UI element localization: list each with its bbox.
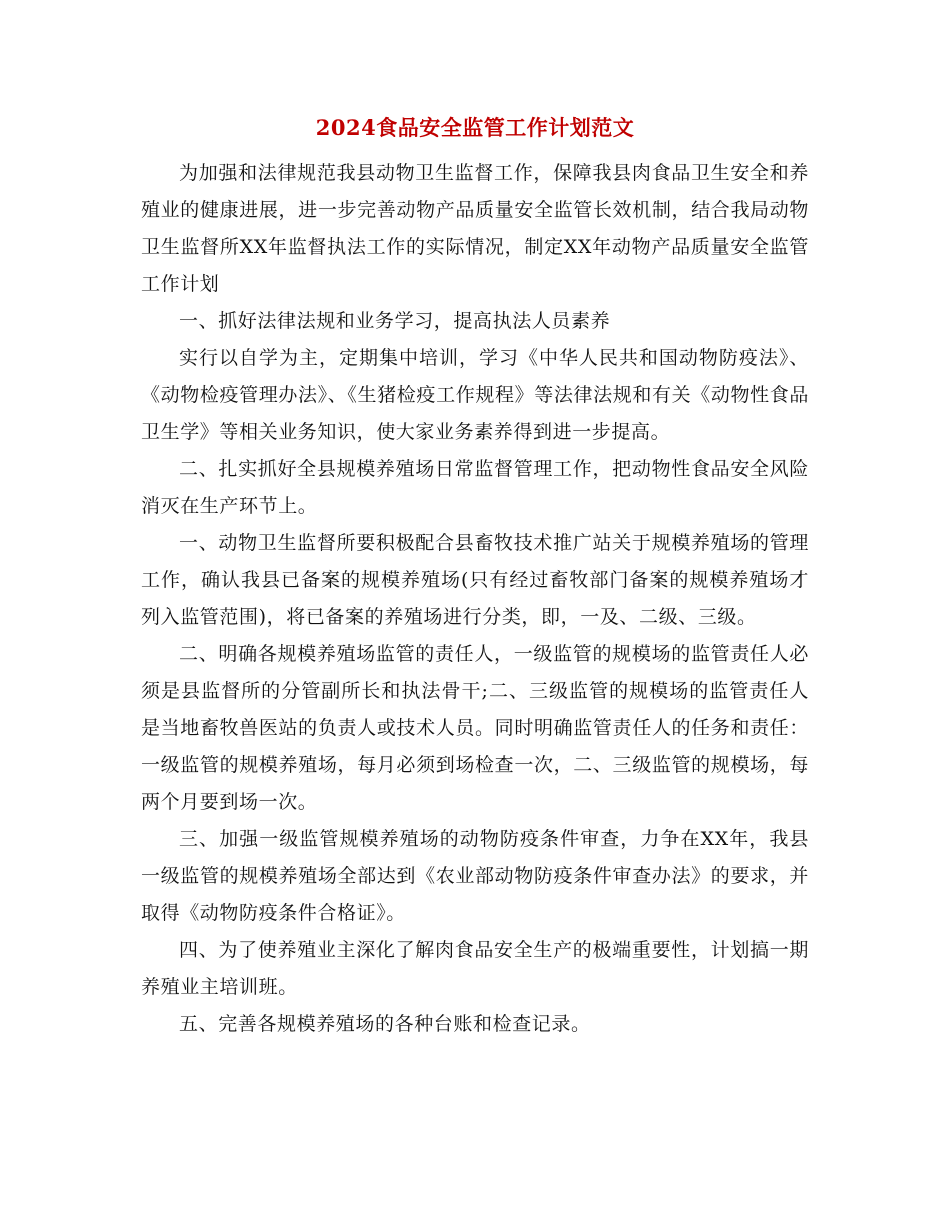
paragraph-item-5: 五、完善各规模养殖场的各种台账和检查记录。 [179,1013,591,1035]
document-body [141,155,809,1043]
paragraph-item-2: 二、明确各规模养殖场监管的责任人，一级监管的规模场的监管责任人必须是县监督所的分管副所长和执法骨干;二、三级监管的规模场的监管责任人是当地畜牧兽医站的负责人或技术人员。同时明确监管责任人的任务和责任：一级监管的规模养殖场，每月必须到场检查一次，二、三级监管的规模场，每两个月要到场一次。 [141,643,809,813]
document-title: 2024食品安全监管工作计划范文 [315,115,635,140]
paragraph-item-1: 一、动物卫生监督所要积极配合县畜牧技术推广站关于规模养殖场的管理工作，确认我县已备案的规模养殖场(只有经过畜牧部门备案的规模养殖场才列入监管范围)，将已备案的养殖场进行分类，即，一及、二级、三级。 [141,532,809,628]
paragraph-section-2-heading: 二、扎实抓好全县规模养殖场日常监督管理工作，把动物性食品安全风险消灭在生产环节上。 [141,458,809,517]
paragraph-section-1-heading: 一、抓好法律法规和业务学习，提高执法人员素养 [179,310,611,332]
paragraph-item-4: 四、为了使养殖业主深化了解肉食品安全生产的极端重要性，计划搞一期养殖业主培训班。 [141,939,809,998]
paragraph-study: 实行以自学为主，定期集中培训，学习《中华人民共和国动物防疫法》、《动物检疫管理办法》、《生猪检疫工作规程》等法律法规和有关《动物性食品卫生学》等相关业务知识，使大家业务素养得到进一步提高。 [141,347,809,443]
paragraph-item-3: 三、加强一级监管规模养殖场的动物防疫条件审查，力争在XX年，我县一级监管的规模养殖场全部达到《农业部动物防疫条件审查办法》的要求，并取得《动物防疫条件合格证》。 [141,828,809,924]
paragraph-intro: 为加强和法律规范我县动物卫生监督工作，保障我县肉食品卫生安全和养殖业的健康进展，进一步完善动物产品质量安全监管长效机制，结合我局动物卫生监督所XX年监督执法工作的实际情况，制定XX年动物产品质量安全监管工作计划 [141,162,809,295]
